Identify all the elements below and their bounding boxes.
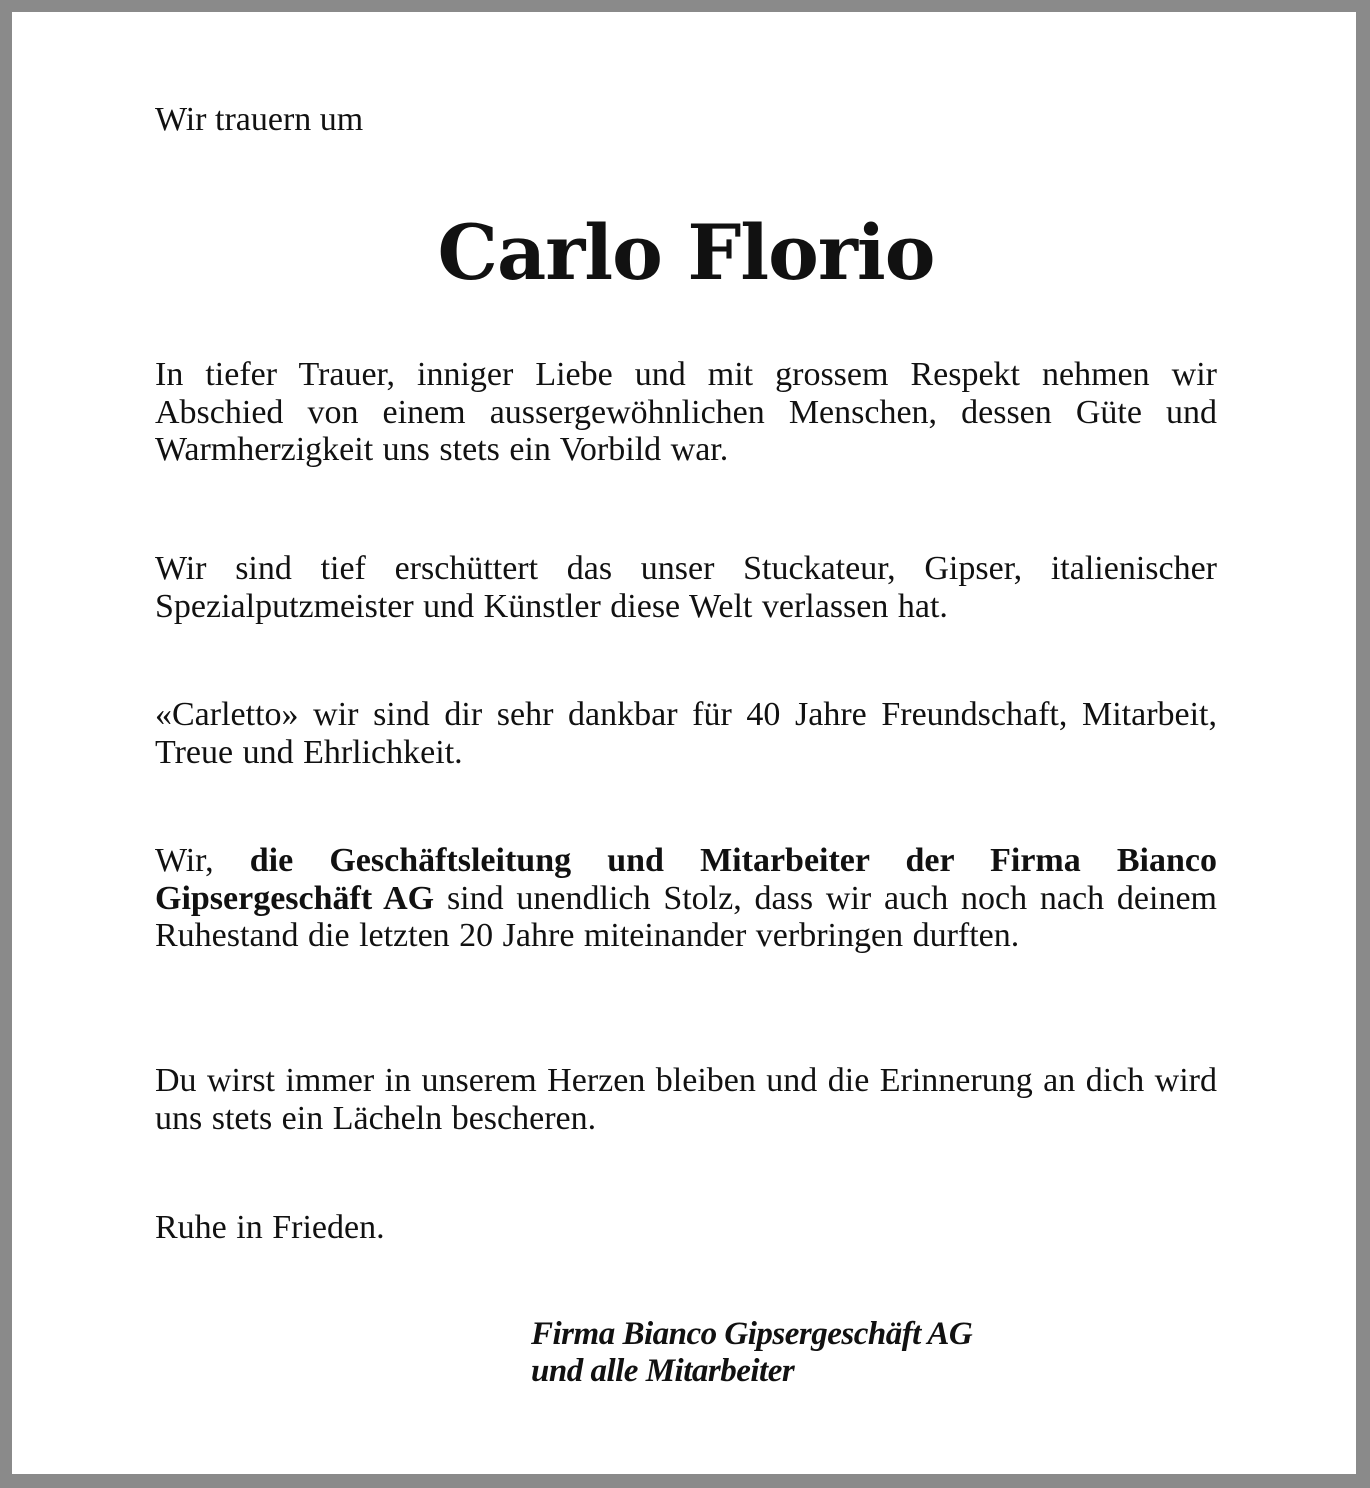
intro-text: Wir trauern um [155, 101, 364, 138]
obituary-page [12, 12, 1356, 1474]
paragraph-company [155, 842, 1217, 955]
signature-line-staff: und alle Mitarbeiter [531, 1353, 795, 1389]
deceased-name: Carlo Florio [437, 208, 935, 297]
signature-block [531, 1316, 972, 1390]
closing-text: Ruhe in Frieden. [155, 1209, 385, 1246]
paragraph-company-bold: die Geschäftsleitung und Mitarbeiter der Firma Bianco Gipsergeschäft AG [155, 842, 1217, 917]
paragraph-farewell: In tiefer Trauer, inniger Liebe und mit grossem Respekt nehmen wir Abschied von einem aussergewöhnlichen Menschen, dessen Güte und Warmherzigkeit uns stets ein Vorbild war. [155, 356, 1217, 468]
signature-line-company: Firma Bianco Gipsergeschäft AG [531, 1316, 973, 1352]
paragraph-memory: Du wirst immer in unserem Herzen bleiben und die Erinnerung an dich wird uns stets ein Lächeln bescheren. [155, 1062, 1217, 1137]
paragraph-gratitude: «Carletto» wir sind dir sehr dankbar für 40 Jahre Freundschaft, Mitarbeit, Treue und Ehrlichkeit. [155, 696, 1217, 771]
paragraph-company-prefix: Wir, [155, 842, 250, 879]
paragraph-shock: Wir sind tief erschüttert das unser Stuckateur, Gipser, italienischer Spezialputzmeister und Künstler diese Welt verlassen hat. [155, 550, 1217, 625]
paragraph-company-suffix: sind unendlich Stolz, dass wir auch noch nach deinem Ruhestand die letzten 20 Jahre miteinander verbringen durften. [155, 879, 1217, 954]
